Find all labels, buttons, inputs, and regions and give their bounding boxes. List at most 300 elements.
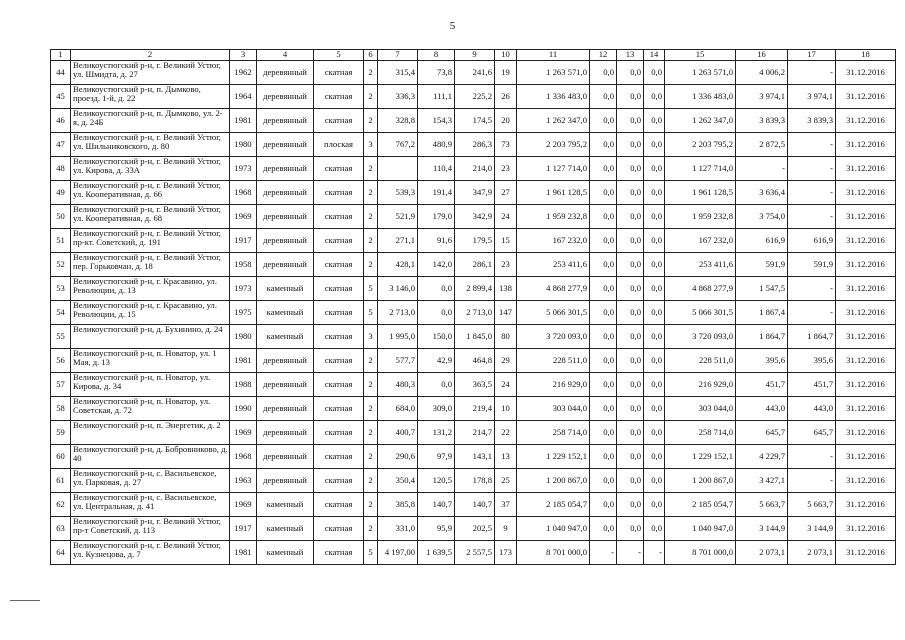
- cell-total-area: 480,3: [378, 373, 418, 397]
- cell-cost-total: 2 203 795,2: [517, 133, 590, 157]
- cell-roof-type: скатная: [314, 253, 364, 277]
- cell-address: Великоустюгский р-н, г. Великий Устюг, ул. Шильниковского, д. 80: [71, 133, 230, 157]
- cell-cost-total: 4 868 277,9: [517, 277, 590, 301]
- column-header-2: 2: [71, 50, 230, 61]
- cell-cost-col-14: 0,0: [644, 373, 665, 397]
- cell-area-col-8: 150,0: [418, 325, 455, 349]
- table-row: [51, 181, 896, 205]
- column-header-5: 5: [314, 50, 364, 61]
- cell-cost-col-15: 1 961 128,5: [665, 181, 736, 205]
- cell-cost-col-14: -: [644, 541, 665, 565]
- cell-completion-date: 31.12.2016: [836, 469, 896, 493]
- cell-cost-per-unit-17: 5 663,7: [788, 493, 836, 517]
- cell-area-col-9: 178,8: [455, 469, 495, 493]
- cell-area-col-8: 0,0: [418, 301, 455, 325]
- cell-area-col-8: 110,4: [418, 157, 455, 181]
- cell-area-col-9: 225,2: [455, 85, 495, 109]
- cell-area-col-9: 342,9: [455, 205, 495, 229]
- cell-completion-date: 31.12.2016: [836, 349, 896, 373]
- cell-cost-per-unit-17: -: [788, 205, 836, 229]
- cell-area-col-9: 2 713,0: [455, 301, 495, 325]
- cell-year-built: 1981: [230, 349, 257, 373]
- cell-cost-per-unit-17: -: [788, 133, 836, 157]
- cell-roof-type: скатная: [314, 85, 364, 109]
- cell-total-area: 521,9: [378, 205, 418, 229]
- cell-year-built: 1968: [230, 181, 257, 205]
- cell-cost-col-15: 1 200 867,0: [665, 469, 736, 493]
- cell-cost-col-13: 0,0: [617, 421, 644, 445]
- cell-address: Великоустюгский р-н, п. Новатор, ул. 1 Мая, д. 13: [71, 349, 230, 373]
- cell-address: Великоустюгский р-н, д. Бобровниково, д. 40: [71, 445, 230, 469]
- cell-total-area: 4 197,00: [378, 541, 418, 565]
- cell-cost-col-14: 0,0: [644, 301, 665, 325]
- cell-year-built: 1981: [230, 109, 257, 133]
- cell-roof-type: скатная: [314, 205, 364, 229]
- table-row: [51, 325, 896, 349]
- cell-area-col-9: 1 845,0: [455, 325, 495, 349]
- cell-cost-per-unit-16: 2 872,5: [736, 133, 788, 157]
- cell-total-area: [378, 157, 418, 181]
- cell-cost-col-13: 0,0: [617, 229, 644, 253]
- cell-cost-per-unit-17: 451,7: [788, 373, 836, 397]
- cell-area-col-9: 143,1: [455, 445, 495, 469]
- cell-cost-per-unit-16: 1 867,4: [736, 301, 788, 325]
- table-row: [51, 229, 896, 253]
- cell-total-area: 331,0: [378, 517, 418, 541]
- cell-cost-per-unit-16: 451,7: [736, 373, 788, 397]
- column-header-14: 14: [644, 50, 665, 61]
- cell-cost-col-14: 0,0: [644, 133, 665, 157]
- cell-row-number: 61: [51, 469, 71, 493]
- cell-total-area: 2 713,0: [378, 301, 418, 325]
- cell-total-area: 336,3: [378, 85, 418, 109]
- cell-area-col-8: 142,0: [418, 253, 455, 277]
- cell-cost-col-15: 8 701 000,0: [665, 541, 736, 565]
- cell-cost-total: 8 701 000,0: [517, 541, 590, 565]
- cell-area-col-9: 140,7: [455, 493, 495, 517]
- cell-cost-per-unit-17: -: [788, 157, 836, 181]
- cell-cost-col-15: 1 959 232,8: [665, 205, 736, 229]
- cell-cost-col-13: 0,0: [617, 181, 644, 205]
- cell-cost-col-14: 0,0: [644, 109, 665, 133]
- cell-row-number: 45: [51, 85, 71, 109]
- cell-cost-col-12: 0,0: [590, 85, 617, 109]
- cell-row-number: 50: [51, 205, 71, 229]
- cell-row-number: 55: [51, 325, 71, 349]
- cell-wall-material: деревянный: [257, 349, 314, 373]
- table-row: [51, 85, 896, 109]
- cell-area-col-8: 111,1: [418, 85, 455, 109]
- cell-area-col-8: 179,0: [418, 205, 455, 229]
- cell-cost-col-13: 0,0: [617, 469, 644, 493]
- cell-area-col-9: 286,1: [455, 253, 495, 277]
- cell-cost-total: 303 044,0: [517, 397, 590, 421]
- cell-address: Великоустюгский р-н, с. Васильевское, ул. Парковая, д. 27: [71, 469, 230, 493]
- cell-cost-col-12: -: [590, 541, 617, 565]
- cell-wall-material: каменный: [257, 277, 314, 301]
- cell-wall-material: деревянный: [257, 205, 314, 229]
- cell-cost-col-15: 1 229 152,1: [665, 445, 736, 469]
- cell-year-built: 1980: [230, 133, 257, 157]
- cell-cost-col-15: 1 262 347,0: [665, 109, 736, 133]
- cell-area-col-8: 97,9: [418, 445, 455, 469]
- cell-floors: 2: [364, 157, 378, 181]
- cell-wall-material: каменный: [257, 325, 314, 349]
- cell-year-built: 1969: [230, 493, 257, 517]
- cell-area-col-8: 120,5: [418, 469, 455, 493]
- cell-row-number: 49: [51, 181, 71, 205]
- cell-cost-col-12: 0,0: [590, 157, 617, 181]
- cell-cost-col-13: 0,0: [617, 517, 644, 541]
- cell-area-col-8: 73,8: [418, 61, 455, 85]
- cell-floors: 2: [364, 349, 378, 373]
- cell-cost-total: 216 929,0: [517, 373, 590, 397]
- cell-cost-col-15: 1 263 571,0: [665, 61, 736, 85]
- cell-area-col-8: 95,9: [418, 517, 455, 541]
- cell-completion-date: 31.12.2016: [836, 229, 896, 253]
- cell-cost-per-unit-16: 3 427,1: [736, 469, 788, 493]
- cell-area-col-8: 0,0: [418, 373, 455, 397]
- cell-completion-date: 31.12.2016: [836, 205, 896, 229]
- cell-area-col-8: 91,6: [418, 229, 455, 253]
- table-row: [51, 349, 896, 373]
- cell-wall-material: деревянный: [257, 421, 314, 445]
- cell-address: Великоустюгский р-н, г. Великий Устюг, ул. Шмидта, д. 27: [71, 61, 230, 85]
- cell-total-area: 400,7: [378, 421, 418, 445]
- cell-residents: 19: [495, 61, 517, 85]
- cell-cost-per-unit-16: 645,7: [736, 421, 788, 445]
- cell-cost-per-unit-17: 1 864,7: [788, 325, 836, 349]
- cell-area-col-8: 1 639,5: [418, 541, 455, 565]
- cell-wall-material: деревянный: [257, 469, 314, 493]
- cell-cost-col-14: 0,0: [644, 493, 665, 517]
- cell-row-number: 57: [51, 373, 71, 397]
- cell-cost-per-unit-17: -: [788, 277, 836, 301]
- cell-cost-per-unit-16: 1 864,7: [736, 325, 788, 349]
- cell-cost-col-12: 0,0: [590, 253, 617, 277]
- cell-cost-col-15: 216 929,0: [665, 373, 736, 397]
- cell-cost-col-12: 0,0: [590, 109, 617, 133]
- cell-roof-type: скатная: [314, 469, 364, 493]
- cell-roof-type: скатная: [314, 157, 364, 181]
- cell-cost-col-13: 0,0: [617, 61, 644, 85]
- column-header-15: 15: [665, 50, 736, 61]
- cell-cost-per-unit-17: -: [788, 181, 836, 205]
- cell-cost-per-unit-17: 395,6: [788, 349, 836, 373]
- cell-residents: 26: [495, 85, 517, 109]
- cell-row-number: 62: [51, 493, 71, 517]
- cell-roof-type: скатная: [314, 541, 364, 565]
- table-header: [51, 50, 896, 61]
- cell-address: Великоустюгский р-н, п. Энергетик, д. 2: [71, 421, 230, 445]
- cell-cost-total: 1 127 714,0: [517, 157, 590, 181]
- cell-cost-col-12: 0,0: [590, 373, 617, 397]
- cell-year-built: 1969: [230, 205, 257, 229]
- cell-row-number: 48: [51, 157, 71, 181]
- cell-completion-date: 31.12.2016: [836, 445, 896, 469]
- cell-roof-type: скатная: [314, 277, 364, 301]
- cell-cost-total: 228 511,0: [517, 349, 590, 373]
- cell-cost-col-12: 0,0: [590, 133, 617, 157]
- cell-area-col-9: 214,7: [455, 421, 495, 445]
- cell-cost-total: 2 185 054,7: [517, 493, 590, 517]
- cell-year-built: 1973: [230, 277, 257, 301]
- cell-total-area: 290,6: [378, 445, 418, 469]
- cell-floors: 5: [364, 301, 378, 325]
- cell-address: Великоустюгский р-н, г. Великий Устюг, ул. Кузнецова, д. 7: [71, 541, 230, 565]
- cell-cost-col-14: 0,0: [644, 469, 665, 493]
- cell-area-col-8: 131,2: [418, 421, 455, 445]
- cell-roof-type: скатная: [314, 493, 364, 517]
- cell-cost-total: 1 336 483,0: [517, 85, 590, 109]
- cell-cost-col-15: 253 411,6: [665, 253, 736, 277]
- cell-roof-type: скатная: [314, 445, 364, 469]
- cell-row-number: 64: [51, 541, 71, 565]
- cell-floors: 2: [364, 253, 378, 277]
- cell-total-area: 428,1: [378, 253, 418, 277]
- cell-roof-type: скатная: [314, 325, 364, 349]
- cell-address: Великоустюгский р-н, с. Васильевское, ул. Центральная, д. 41: [71, 493, 230, 517]
- cell-floors: 2: [364, 445, 378, 469]
- cell-wall-material: деревянный: [257, 157, 314, 181]
- cell-cost-col-14: 0,0: [644, 181, 665, 205]
- cell-cost-col-15: 5 066 301,5: [665, 301, 736, 325]
- cell-wall-material: каменный: [257, 493, 314, 517]
- cell-address: Великоустюгский р-н, г. Великий Устюг, ул. Кооперативная, д. 66: [71, 181, 230, 205]
- cell-residents: 10: [495, 397, 517, 421]
- cell-area-col-8: 191,4: [418, 181, 455, 205]
- cell-cost-col-13: 0,0: [617, 109, 644, 133]
- cell-completion-date: 31.12.2016: [836, 541, 896, 565]
- cell-residents: 13: [495, 445, 517, 469]
- cell-cost-total: 253 411,6: [517, 253, 590, 277]
- cell-floors: 2: [364, 181, 378, 205]
- table-row: [51, 133, 896, 157]
- cell-year-built: 1969: [230, 421, 257, 445]
- column-header-10: 10: [495, 50, 517, 61]
- cell-wall-material: деревянный: [257, 109, 314, 133]
- cell-year-built: 1963: [230, 469, 257, 493]
- cell-cost-per-unit-17: -: [788, 445, 836, 469]
- column-header-4: 4: [257, 50, 314, 61]
- cell-cost-per-unit-17: 2 073,1: [788, 541, 836, 565]
- cell-cost-col-13: 0,0: [617, 445, 644, 469]
- cell-completion-date: 31.12.2016: [836, 517, 896, 541]
- cell-area-col-9: 347,9: [455, 181, 495, 205]
- cell-cost-total: 1 263 571,0: [517, 61, 590, 85]
- footer-line: [10, 600, 40, 601]
- cell-residents: 27: [495, 181, 517, 205]
- cell-completion-date: 31.12.2016: [836, 325, 896, 349]
- cell-row-number: 58: [51, 397, 71, 421]
- cell-roof-type: скатная: [314, 349, 364, 373]
- cell-roof-type: скатная: [314, 181, 364, 205]
- cell-address: Великоустюгский р-н, д. Бухинино, д. 24: [71, 325, 230, 349]
- column-header-11: 11: [517, 50, 590, 61]
- cell-cost-col-14: 0,0: [644, 157, 665, 181]
- cell-cost-col-14: 0,0: [644, 277, 665, 301]
- cell-cost-col-15: 167 232,0: [665, 229, 736, 253]
- cell-area-col-9: 179,5: [455, 229, 495, 253]
- cell-roof-type: скатная: [314, 397, 364, 421]
- cell-cost-col-13: -: [617, 541, 644, 565]
- cell-cost-col-15: 1 127 714,0: [665, 157, 736, 181]
- cell-cost-total: 1 262 347,0: [517, 109, 590, 133]
- table-row: [51, 253, 896, 277]
- cell-cost-col-15: 258 714,0: [665, 421, 736, 445]
- cell-area-col-8: 140,7: [418, 493, 455, 517]
- cell-cost-col-15: 1 336 483,0: [665, 85, 736, 109]
- cell-cost-col-12: 0,0: [590, 205, 617, 229]
- cell-cost-col-14: 0,0: [644, 229, 665, 253]
- cell-floors: 2: [364, 493, 378, 517]
- cell-wall-material: деревянный: [257, 373, 314, 397]
- cell-total-area: 385,8: [378, 493, 418, 517]
- cell-cost-col-12: 0,0: [590, 421, 617, 445]
- cell-year-built: 1981: [230, 541, 257, 565]
- cell-cost-total: 1 229 152,1: [517, 445, 590, 469]
- cell-roof-type: скатная: [314, 517, 364, 541]
- cell-cost-per-unit-17: 443,0: [788, 397, 836, 421]
- cell-cost-total: 167 232,0: [517, 229, 590, 253]
- table-row: [51, 445, 896, 469]
- cell-cost-col-15: 2 203 795,2: [665, 133, 736, 157]
- column-header-3: 3: [230, 50, 257, 61]
- cell-address: Великоустюгский р-н, г. Великий Устюг, пер. Горьковчан, д. 18: [71, 253, 230, 277]
- cell-floors: 2: [364, 61, 378, 85]
- cell-cost-per-unit-16: 616,9: [736, 229, 788, 253]
- cell-wall-material: деревянный: [257, 253, 314, 277]
- cell-floors: 2: [364, 229, 378, 253]
- cell-total-area: 315,4: [378, 61, 418, 85]
- cell-area-col-9: 241,6: [455, 61, 495, 85]
- cell-total-area: 1 995,0: [378, 325, 418, 349]
- cell-cost-per-unit-17: -: [788, 61, 836, 85]
- cell-cost-col-12: 0,0: [590, 181, 617, 205]
- cell-area-col-9: 219,4: [455, 397, 495, 421]
- cell-wall-material: деревянный: [257, 85, 314, 109]
- cell-total-area: 328,8: [378, 109, 418, 133]
- table-row: [51, 541, 896, 565]
- cell-wall-material: деревянный: [257, 445, 314, 469]
- cell-cost-total: 5 066 301,5: [517, 301, 590, 325]
- cell-year-built: 1958: [230, 253, 257, 277]
- cell-cost-total: 1 961 128,5: [517, 181, 590, 205]
- cell-completion-date: 31.12.2016: [836, 373, 896, 397]
- cell-cost-per-unit-17: 591,9: [788, 253, 836, 277]
- column-header-16: 16: [736, 50, 788, 61]
- cell-cost-per-unit-17: 3 839,3: [788, 109, 836, 133]
- cell-address: Великоустюгский р-н, г. Великий Устюг, пр-кт. Советский, д. 191: [71, 229, 230, 253]
- cell-area-col-8: 0,0: [418, 277, 455, 301]
- cell-area-col-9: 174,5: [455, 109, 495, 133]
- cell-cost-per-unit-16: 591,9: [736, 253, 788, 277]
- cell-floors: 3: [364, 133, 378, 157]
- cell-completion-date: 31.12.2016: [836, 493, 896, 517]
- cell-floors: 2: [364, 421, 378, 445]
- cell-cost-col-13: 0,0: [617, 157, 644, 181]
- cell-address: Великоустюгский р-н, п. Дымково, проезд. 1-й, д. 22: [71, 85, 230, 109]
- table-row: [51, 373, 896, 397]
- cell-cost-per-unit-16: -: [736, 157, 788, 181]
- cell-area-col-9: 286,3: [455, 133, 495, 157]
- column-header-6: 6: [364, 50, 378, 61]
- cell-cost-per-unit-16: 2 073,1: [736, 541, 788, 565]
- cell-total-area: 767,2: [378, 133, 418, 157]
- cell-row-number: 60: [51, 445, 71, 469]
- page-number: 5: [449, 20, 456, 32]
- table-row: [51, 61, 896, 85]
- table-row: [51, 277, 896, 301]
- column-number-row: [51, 50, 896, 61]
- cell-floors: 3: [364, 325, 378, 349]
- cell-roof-type: скатная: [314, 301, 364, 325]
- cell-cost-per-unit-16: 443,0: [736, 397, 788, 421]
- cell-address: Великоустюгский р-н, г. Великий Устюг, ул. Кооперативная, д. 68: [71, 205, 230, 229]
- column-header-13: 13: [617, 50, 644, 61]
- cell-total-area: 350,4: [378, 469, 418, 493]
- cell-cost-col-13: 0,0: [617, 301, 644, 325]
- cell-total-area: 684,0: [378, 397, 418, 421]
- cell-area-col-9: 363,5: [455, 373, 495, 397]
- cell-wall-material: каменный: [257, 301, 314, 325]
- cell-cost-col-12: 0,0: [590, 445, 617, 469]
- cell-cost-total: 1 040 947,0: [517, 517, 590, 541]
- cell-floors: 2: [364, 517, 378, 541]
- cell-cost-col-14: 0,0: [644, 253, 665, 277]
- cell-cost-col-14: 0,0: [644, 397, 665, 421]
- cell-wall-material: деревянный: [257, 61, 314, 85]
- table-row: [51, 469, 896, 493]
- cell-cost-col-15: 303 044,0: [665, 397, 736, 421]
- cell-floors: 5: [364, 277, 378, 301]
- cell-cost-per-unit-17: 3 974,1: [788, 85, 836, 109]
- cell-floors: 5: [364, 541, 378, 565]
- cell-row-number: 47: [51, 133, 71, 157]
- cell-roof-type: скатная: [314, 421, 364, 445]
- cell-address: Великоустюгский р-н, п. Новатор, ул. Кирова, д. 34: [71, 373, 230, 397]
- cell-residents: 24: [495, 205, 517, 229]
- cell-cost-col-14: 0,0: [644, 445, 665, 469]
- cell-residents: 23: [495, 157, 517, 181]
- cell-address: Великоустюгский р-н, г. Красавино, ул. Революции, д. 15: [71, 301, 230, 325]
- cell-year-built: 1988: [230, 373, 257, 397]
- cell-address: Великоустюгский р-н, п. Дымково, ул. 2-я, д. 24Б: [71, 109, 230, 133]
- cell-residents: 23: [495, 253, 517, 277]
- cell-year-built: 1968: [230, 445, 257, 469]
- table-row: [51, 301, 896, 325]
- cell-wall-material: деревянный: [257, 133, 314, 157]
- cell-area-col-9: 2 557,5: [455, 541, 495, 565]
- table-row: [51, 493, 896, 517]
- cell-residents: 9: [495, 517, 517, 541]
- cell-cost-per-unit-16: 3 754,0: [736, 205, 788, 229]
- cell-completion-date: 31.12.2016: [836, 277, 896, 301]
- cell-year-built: 1973: [230, 157, 257, 181]
- cell-cost-col-13: 0,0: [617, 373, 644, 397]
- cell-cost-col-14: 0,0: [644, 85, 665, 109]
- cell-cost-per-unit-17: 616,9: [788, 229, 836, 253]
- cell-completion-date: 31.12.2016: [836, 181, 896, 205]
- cell-cost-col-12: 0,0: [590, 469, 617, 493]
- cell-cost-col-15: 2 185 054,7: [665, 493, 736, 517]
- cell-floors: 2: [364, 85, 378, 109]
- table-row: [51, 109, 896, 133]
- cell-roof-type: скатная: [314, 229, 364, 253]
- cell-row-number: 63: [51, 517, 71, 541]
- cell-cost-per-unit-16: 3 144,9: [736, 517, 788, 541]
- cell-roof-type: скатная: [314, 109, 364, 133]
